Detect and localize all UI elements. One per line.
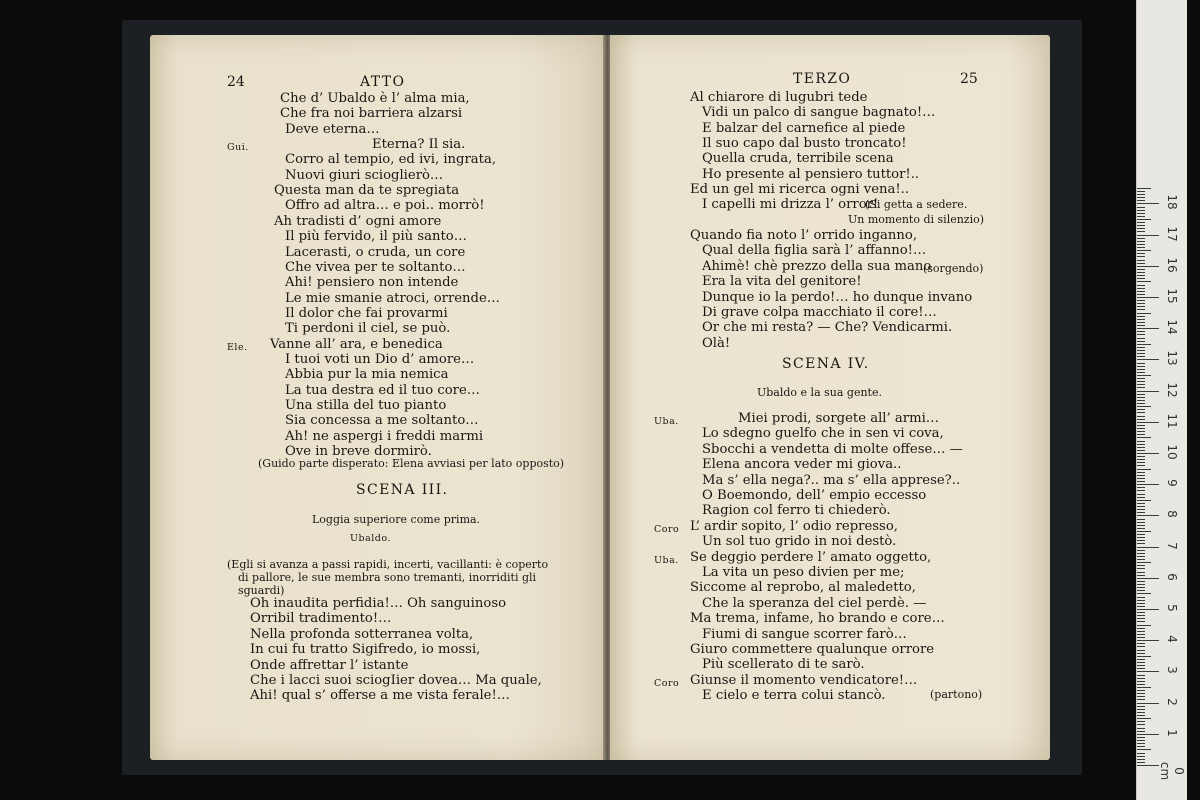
ruler-tick <box>1137 678 1145 679</box>
ruler-tick <box>1137 313 1151 314</box>
ruler-tick <box>1137 447 1145 448</box>
verse-line: Ah! ne aspergi i freddi marmi <box>285 428 484 444</box>
ruler-tick <box>1137 553 1145 554</box>
ruler-tick <box>1137 341 1145 342</box>
running-head-left: ATTO <box>360 74 406 90</box>
ruler-tick <box>1137 419 1145 420</box>
ruler-tick <box>1137 359 1159 360</box>
ruler-tick <box>1137 568 1145 569</box>
ruler-number: 15 <box>1165 288 1179 304</box>
ruler-number: 5 <box>1165 604 1179 612</box>
speaker-label: Gui. <box>227 142 249 154</box>
verse-line: Il suo capo dal busto troncato! <box>702 135 907 151</box>
ruler-tick <box>1137 621 1145 622</box>
verse-line: Questa man da te spregiata <box>274 183 460 199</box>
ruler-tick <box>1137 297 1159 298</box>
verse-line: Deve eterna… <box>285 121 380 137</box>
ruler-tick <box>1137 387 1145 388</box>
ruler-tick <box>1137 559 1145 560</box>
ruler-tick <box>1137 699 1145 700</box>
verse-line: Che fra noi barriera alzarsi <box>280 106 463 122</box>
ruler-tick <box>1137 235 1159 236</box>
ruler-tick <box>1137 653 1145 654</box>
ruler-tick <box>1137 487 1145 488</box>
speaker-label: Uba. <box>654 554 679 566</box>
ruler-tick <box>1137 260 1145 261</box>
ruler-number: 18 <box>1165 194 1179 211</box>
ruler-tick <box>1137 384 1145 385</box>
ruler-tick <box>1137 637 1145 638</box>
ruler-number: 12 <box>1165 381 1179 398</box>
ruler-tick <box>1137 325 1145 326</box>
verse-line: Ma s’ ella nega?.. ma s’ ella apprese?.. <box>702 472 961 488</box>
scene-title: SCENA III. <box>356 482 449 498</box>
verse-line: Ho presente al pensiero tuttor!.. <box>702 166 920 182</box>
ruler-tick <box>1137 465 1145 466</box>
ruler-tick <box>1137 656 1151 657</box>
ruler-tick <box>1137 665 1145 666</box>
ruler-tick <box>1137 207 1145 208</box>
ruler-tick <box>1137 668 1145 669</box>
ruler-tick <box>1137 478 1145 479</box>
ruler-tick <box>1137 375 1151 376</box>
verse-line: Lacerasti, o cruda, un core <box>285 244 466 260</box>
ruler-tick <box>1137 309 1145 310</box>
ruler-tick <box>1137 693 1145 694</box>
ruler-tick <box>1137 238 1145 239</box>
ruler-tick <box>1137 603 1145 604</box>
ruler-tick <box>1137 506 1145 507</box>
ruler-tick <box>1137 247 1145 248</box>
ruler-tick <box>1137 456 1145 457</box>
ruler-tick <box>1137 718 1151 719</box>
ruler-tick <box>1137 519 1145 520</box>
ruler-number: 10 <box>1165 444 1179 460</box>
verse-line: Onde affrettar l’ istante <box>250 657 409 673</box>
verse-line: Qual della figlia sarà l’ affanno!… <box>702 243 927 259</box>
ruler-tick <box>1137 303 1145 304</box>
ruler-tick <box>1137 338 1145 339</box>
ruler-tick <box>1137 344 1151 345</box>
verse-line: Un sol tuo grido in noi destò. <box>702 534 897 550</box>
ruler-tick <box>1137 593 1151 594</box>
ruler-tick <box>1137 497 1145 498</box>
ruler-tick <box>1137 194 1145 195</box>
ruler-tick <box>1137 734 1159 735</box>
ruler-tick <box>1137 350 1145 351</box>
ruler-tick <box>1137 228 1145 229</box>
verse-line: Vanne all’ ara, e benedica <box>270 336 443 352</box>
ruler-tick <box>1137 431 1145 432</box>
verse-line: Che la speranza del ciel perdè. — <box>702 595 927 611</box>
ruler-number: 6 <box>1165 572 1179 581</box>
ruler-tick <box>1137 609 1159 610</box>
ruler-tick <box>1137 615 1145 616</box>
ruler-tick <box>1137 356 1145 357</box>
ruler-tick <box>1137 565 1145 566</box>
ruler-tick <box>1137 484 1159 485</box>
ruler-tick <box>1137 372 1145 373</box>
verse-line: Che vivea per te soltanto… <box>285 259 466 275</box>
ruler-tick <box>1137 540 1145 541</box>
ruler-tick <box>1137 300 1145 301</box>
ruler-tick <box>1137 740 1145 741</box>
verse-line: I capelli mi drizza l’ orror! <box>702 197 879 213</box>
ruler-tick <box>1137 244 1145 245</box>
ruler-tick <box>1137 706 1145 707</box>
stage-direction: (Egli si avanza a passi rapidi, incerti, vacillanti: è coperto <box>227 558 549 571</box>
verse-line: Ragion col ferro ti chiederò. <box>702 503 891 519</box>
verse-line: Miei prodi, sorgete all’ armi… <box>738 411 939 426</box>
ruler-tick <box>1137 728 1145 729</box>
verse-line: Offro ad altra… e poi.. morrò! <box>285 198 485 214</box>
verse-line: Lo sdegno guelfo che in sen vi cova, <box>702 426 944 442</box>
ruler-tick <box>1137 306 1145 307</box>
ruler-tick <box>1137 250 1151 251</box>
verse-line: Or che mi resta? — Che? Vendicarmi. <box>702 320 953 336</box>
ruler-tick <box>1137 681 1145 682</box>
verse-line: Più scellerato di te sarò. <box>702 657 865 673</box>
ruler-tick <box>1137 684 1145 685</box>
ruler-tick <box>1137 547 1159 548</box>
ruler-tick <box>1137 743 1145 744</box>
verse-line: Ti perdoni il ciel, se può. <box>285 321 451 337</box>
ruler-tick <box>1137 522 1145 523</box>
verse-line: Nuovi giuri scioglierò… <box>285 167 444 183</box>
ruler-tick <box>1137 696 1145 697</box>
ruler-tick <box>1137 266 1159 267</box>
ruler-tick <box>1137 597 1145 598</box>
verse-line: In cui fu tratto Sigifredo, io mossi, <box>250 642 481 658</box>
ruler-number: 1 <box>1165 728 1179 737</box>
ruler-tick <box>1137 450 1145 451</box>
verse-line: Abbia pur la mia nemica <box>285 367 449 383</box>
ruler-tick <box>1137 394 1145 395</box>
verse-line: Ma trema, infame, ho brando e core… <box>690 611 945 627</box>
ruler-tick <box>1137 712 1145 713</box>
ruler-tick <box>1137 331 1145 332</box>
ruler-tick <box>1137 347 1145 348</box>
ruler-tick <box>1137 515 1159 516</box>
verse-line: Il più fervido, il più santo… <box>285 229 467 245</box>
ruler-tick <box>1137 659 1145 660</box>
ruler-tick <box>1137 197 1145 198</box>
ruler-tick <box>1137 612 1145 613</box>
ruler-tick <box>1137 231 1145 232</box>
ruler-number: 14 <box>1165 319 1179 335</box>
speaker-label: Ele. <box>227 341 248 353</box>
ruler-tick <box>1137 462 1145 463</box>
left-page <box>150 35 605 760</box>
verse-line: Nella profonda sotterranea volta, <box>250 626 474 642</box>
ruler-tick <box>1137 472 1145 473</box>
ruler-tick <box>1137 590 1145 591</box>
stage-direction: Un momento di silenzio) <box>848 213 985 226</box>
verse-line: Quella cruda, terribile scena <box>702 151 894 167</box>
ruler-tick <box>1137 316 1145 317</box>
verse-line: Siccome al reprobo, al maledetto, <box>690 580 916 596</box>
ruler-tick <box>1137 756 1145 757</box>
verse-line: Eterna? Il sia. <box>372 137 466 153</box>
verse-line: Corro al tempio, ed ivi, ingrata, <box>285 152 497 168</box>
verse-line: Oh inaudita perfidia!… Oh sanguinoso <box>250 596 507 611</box>
ruler-tick <box>1137 222 1145 223</box>
verse-line: Ahi! pensiero non intende <box>285 275 459 291</box>
ruler-tick <box>1137 581 1145 582</box>
ruler-tick <box>1137 578 1159 579</box>
ruler-number: 13 <box>1165 350 1179 367</box>
verse-line: Una stilla del tuo pianto <box>285 398 447 413</box>
ruler-tick <box>1137 543 1145 544</box>
ruler-tick <box>1137 650 1145 651</box>
verse-line: Quando fia noto l’ orrido inganno, <box>690 228 918 243</box>
ruler-tick <box>1137 606 1145 607</box>
ruler-tick <box>1137 428 1145 429</box>
ruler-tick <box>1137 525 1145 526</box>
ruler-number: 11 <box>1165 413 1179 429</box>
ruler-number: 8 <box>1165 510 1179 519</box>
ruler-tick <box>1137 531 1151 532</box>
ruler-tick <box>1137 406 1151 407</box>
ruler-tick <box>1137 646 1145 647</box>
verse-line: Ahi! qual s’ offerse a me vista ferale!… <box>250 688 510 704</box>
scene-character: Ubaldo. <box>350 533 391 544</box>
ruler-tick <box>1137 369 1145 370</box>
page-number-right: 25 <box>960 71 978 87</box>
verse-line: E balzar del carnefice al piede <box>702 120 906 136</box>
ruler-tick <box>1137 731 1145 732</box>
ruler-tick <box>1137 562 1151 563</box>
verse-line: Giunse il momento vendicatore!… <box>690 672 918 688</box>
ruler-tick <box>1137 416 1145 417</box>
ruler-tick <box>1137 353 1145 354</box>
ruler-tick <box>1137 434 1145 435</box>
ruler-tick <box>1137 216 1145 217</box>
scene-setting: Ubaldo e la sua gente. <box>757 386 882 399</box>
ruler-number: 9 <box>1165 479 1179 487</box>
ruler-tick <box>1137 210 1145 211</box>
stage-direction: (Si getta a sedere. <box>865 198 968 211</box>
stage-direction: (sorgendo) <box>923 262 984 275</box>
ruler-tick <box>1137 500 1151 501</box>
ruler-tick <box>1137 441 1145 442</box>
ruler-tick <box>1137 328 1159 329</box>
ruler-number: 2 <box>1165 697 1179 706</box>
verse-line: Che d’ Ubaldo è l’ alma mia, <box>280 91 470 106</box>
stage-direction: di pallore, le sue membra sono tremanti, inorriditi gli <box>238 571 537 584</box>
ruler-tick <box>1137 643 1145 644</box>
ruler-tick <box>1137 200 1145 201</box>
ruler-tick <box>1137 219 1151 220</box>
ruler-tick <box>1137 662 1145 663</box>
ruler-tick <box>1137 709 1145 710</box>
ruler-tick <box>1137 403 1145 404</box>
ruler-tick <box>1137 188 1151 189</box>
verse-line: Le mie smanie atroci, orrende… <box>285 290 500 306</box>
ruler-tick <box>1137 475 1145 476</box>
verse-line: Che i lacci suoi sciogIier dovea… Ma quale, <box>250 673 542 688</box>
ruler-tick <box>1137 528 1145 529</box>
ruler-tick <box>1137 294 1145 295</box>
ruler-tick <box>1137 690 1145 691</box>
speaker-label: Coro <box>654 523 680 535</box>
verse-line: E cielo e terra colui stancò. <box>702 688 886 704</box>
ruler-tick <box>1137 749 1151 750</box>
ruler-tick <box>1137 263 1145 264</box>
ruler-tick <box>1137 203 1159 204</box>
ruler-tick <box>1137 444 1145 445</box>
ruler-tick <box>1137 269 1145 270</box>
ruler-number: 3 <box>1165 666 1179 675</box>
ruler-tick <box>1137 575 1145 576</box>
ruler-tick <box>1137 366 1145 367</box>
ruler-tick <box>1137 703 1159 704</box>
verse-line: Ove in breve dormirò. <box>285 444 432 460</box>
ruler-tick <box>1137 191 1145 192</box>
ruler-tick <box>1137 381 1145 382</box>
verse-line: Il dolor che fai provarmi <box>285 305 448 321</box>
verse-line: L’ ardir sopito, l’ odio represso, <box>690 518 898 534</box>
ruler-tick <box>1137 534 1145 535</box>
ruler-tick <box>1137 509 1145 510</box>
speaker-label: Uba. <box>654 416 679 427</box>
ruler-tick <box>1137 675 1145 676</box>
ruler-tick <box>1137 572 1145 573</box>
verse-line: Sbocchi a vendetta di molte offese… — <box>702 441 963 457</box>
ruler-number: 7 <box>1165 541 1179 550</box>
verse-line: La tua destra ed il tuo core… <box>285 382 480 398</box>
ruler-tick <box>1137 556 1145 557</box>
ruler-tick <box>1137 587 1145 588</box>
verse-line: Ah tradisti d’ ogni amore <box>274 213 442 229</box>
ruler-tick <box>1137 715 1145 716</box>
ruler-tick <box>1137 397 1145 398</box>
verse-line: Ed un gel mi ricerca ogni vena!.. <box>690 181 910 197</box>
ruler-tick <box>1137 503 1145 504</box>
measurement-ruler <box>1136 0 1187 800</box>
ruler-tick <box>1137 422 1159 423</box>
ruler-tick <box>1137 634 1145 635</box>
ruler-tick <box>1137 425 1145 426</box>
ruler-tick <box>1137 459 1145 460</box>
ruler-tick <box>1137 628 1145 629</box>
right-page <box>610 35 1050 760</box>
page-number-left: 24 <box>227 74 245 90</box>
ruler-tick <box>1137 687 1151 688</box>
ruler-tick <box>1137 412 1145 413</box>
ruler-tick <box>1137 391 1159 392</box>
ruler-tick <box>1137 253 1145 254</box>
ruler-tick <box>1137 762 1145 763</box>
stage-direction: (partono) <box>930 688 983 701</box>
verse-line: Elena ancora veder mi giova.. <box>702 457 902 473</box>
verse-line: Dunque io la perdo!… ho dunque invano <box>702 289 973 305</box>
ruler-tick <box>1137 225 1145 226</box>
ruler-tick <box>1137 512 1145 513</box>
ruler-tick <box>1137 291 1145 292</box>
ruler-tick <box>1137 481 1145 482</box>
ruler-tick <box>1137 453 1159 454</box>
ruler-tick <box>1137 275 1145 276</box>
ruler-tick <box>1137 213 1145 214</box>
verse-line: Sia concessa a me soltanto… <box>285 413 479 429</box>
ruler-tick <box>1137 600 1145 601</box>
verse-line: Era la vita del genitore! <box>702 274 862 290</box>
ruler-tick <box>1137 437 1151 438</box>
ruler-tick <box>1137 241 1145 242</box>
speaker-label: Coro <box>654 677 680 689</box>
verse-line: Olà! <box>702 335 731 351</box>
verse-line: I tuoi voti un Dio d’ amore… <box>285 351 475 367</box>
ruler-tick <box>1137 721 1145 722</box>
scene-setting: Loggia superiore come prima. <box>312 513 481 526</box>
ruler-tick <box>1137 753 1145 754</box>
ruler-tick <box>1137 746 1145 747</box>
ruler-tick <box>1137 618 1145 619</box>
ruler-tick <box>1137 400 1145 401</box>
ruler-tick <box>1137 272 1145 273</box>
ruler-tick <box>1137 288 1145 289</box>
ruler-tick <box>1137 671 1159 672</box>
ruler-tick <box>1137 322 1145 323</box>
ruler-tick <box>1137 490 1145 491</box>
ruler-tick <box>1137 469 1151 470</box>
ruler-tick <box>1137 537 1145 538</box>
ruler-number: 17 <box>1165 225 1179 242</box>
verse-line: La vita un peso divien per me; <box>702 565 905 580</box>
ruler-tick <box>1137 256 1145 257</box>
verse-line: Fiumi di sangue scorrer farò… <box>702 626 907 642</box>
ruler-number: 16 <box>1165 257 1179 273</box>
ruler-tick <box>1137 281 1151 282</box>
verse-line: Giuro commettere qualunque orrore <box>690 642 935 657</box>
scene-title: SCENA IV. <box>782 356 870 372</box>
ruler-tick <box>1137 494 1145 495</box>
running-head-right: TERZO <box>793 71 852 87</box>
ruler-tick <box>1137 759 1145 760</box>
verse-line: O Boemondo, dell’ empio eccesso <box>702 488 927 503</box>
ruler-tick <box>1137 625 1151 626</box>
ruler-number: 4 <box>1165 635 1179 643</box>
verse-line: Orribil tradimento!… <box>250 611 392 627</box>
ruler-number: 0 cm <box>1158 761 1186 781</box>
ruler-tick <box>1137 319 1145 320</box>
stage-direction: (Guido parte disperato: Elena avviasi per lato opposto) <box>258 457 565 470</box>
ruler-tick <box>1137 631 1145 632</box>
ruler-tick <box>1137 550 1145 551</box>
ruler-tick <box>1137 334 1145 335</box>
verse-line: Se deggio perdere l’ amato oggetto, <box>690 549 932 565</box>
stage-direction: sguardi) <box>238 584 285 597</box>
verse-line: Al chiarore di lugubri tede <box>690 90 868 105</box>
ruler-tick <box>1137 278 1145 279</box>
ruler-tick <box>1137 765 1159 766</box>
ruler-tick <box>1137 584 1145 585</box>
verse-line: Di grave colpa macchiato il core!… <box>702 305 937 320</box>
ruler-tick <box>1137 640 1159 641</box>
ruler-tick <box>1137 378 1145 379</box>
ruler-tick <box>1137 737 1145 738</box>
ruler-tick <box>1137 363 1145 364</box>
ruler-tick <box>1137 409 1145 410</box>
verse-line: Ahimè! chè prezzo della sua mano <box>702 258 932 274</box>
ruler-tick <box>1137 724 1145 725</box>
verse-line: Vidi un palco di sangue bagnato!… <box>702 105 936 121</box>
ruler-tick <box>1137 285 1145 286</box>
